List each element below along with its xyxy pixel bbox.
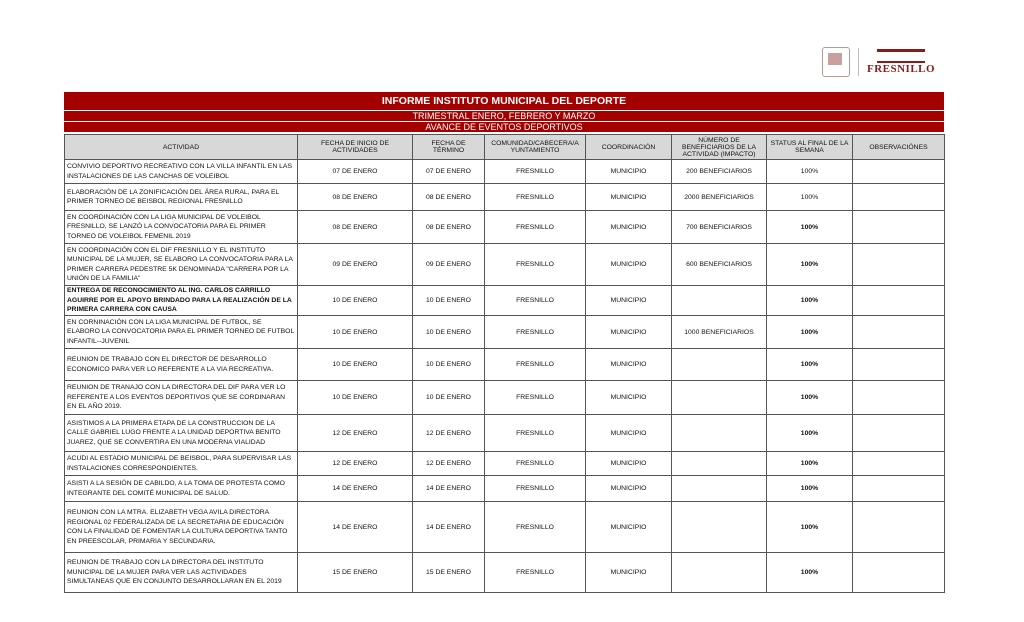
beneficiaries-cell: [672, 349, 767, 381]
activity-cell: ELABORACIÓN DE LA ZONIFICACIÓN DEL ÁREA RURAL, PARA EL PRIMER TORNEO DE BEISBOL REGIONAL FRESNILLO: [65, 184, 298, 211]
activity-cell: ASISTIMOS A LA PRIMERA ETAPA DE LA CONSTRUCCION DE LA CALLE GABRIEL LUGO FRENTE A LA UNIDAD DEPORTIVA BENITO JUAREZ, QUE SE CONVERTIRA EN UNA MODERNA VIALIDAD: [65, 415, 298, 452]
beneficiaries-cell: [672, 553, 767, 593]
community-cell: FRESNILLO: [485, 286, 586, 316]
coordination-cell: MUNICIPIO: [586, 381, 672, 415]
coordination-cell: MUNICIPIO: [586, 452, 672, 476]
beneficiaries-cell: 600 BENEFICIARIOS: [672, 244, 767, 286]
start-date-cell: 10 DE ENERO: [298, 316, 413, 349]
coordination-cell: MUNICIPIO: [586, 211, 672, 244]
start-date-cell: 10 DE ENERO: [298, 286, 413, 316]
table-row: [65, 502, 945, 553]
coordination-cell: MUNICIPIO: [586, 502, 672, 553]
table-header-row: [65, 135, 945, 160]
table-row: [65, 476, 945, 502]
observations-cell: [853, 381, 945, 415]
end-date-cell: 10 DE ENERO: [413, 381, 485, 415]
end-date-cell: 07 DE ENERO: [413, 160, 485, 184]
status-cell: 100%: [767, 502, 853, 553]
beneficiaries-cell: [672, 286, 767, 316]
community-cell: FRESNILLO: [485, 316, 586, 349]
status-cell: 100%: [767, 316, 853, 349]
header-logos: [822, 46, 942, 78]
table-row: [65, 415, 945, 452]
end-date-cell: 14 DE ENERO: [413, 476, 485, 502]
coordination-cell: MUNICIPIO: [586, 184, 672, 211]
start-date-cell: 08 DE ENERO: [298, 211, 413, 244]
community-cell: FRESNILLO: [485, 349, 586, 381]
activity-cell: REUNION CON LA MTRA. ELIZABETH VEGA AVILA DIRECTORA REGIONAL 02 FEDERALIZADA DE LA SECRETARIA DE EDUCACIÓN CON LA FINALIDAD DE FOMENTAR LA CULTURA DEPORTIVA TANTO EN PREESCOLAR, PRIMARIA Y SECUNDARIA.: [65, 502, 298, 553]
table-row: [65, 316, 945, 349]
observations-cell: [853, 211, 945, 244]
table-row: [65, 553, 945, 593]
observations-cell: [853, 286, 945, 316]
community-cell: FRESNILLO: [485, 452, 586, 476]
start-date-cell: 12 DE ENERO: [298, 415, 413, 452]
status-cell: 100%: [767, 244, 853, 286]
observations-cell: [853, 184, 945, 211]
status-cell: 100%: [767, 160, 853, 184]
column-header: COMUNIDAD/CABECERA/A YUNTAMIENTO: [485, 135, 586, 160]
start-date-cell: 12 DE ENERO: [298, 452, 413, 476]
column-header: FECHA DE TÉRMINO: [413, 135, 485, 160]
community-cell: FRESNILLO: [485, 381, 586, 415]
beneficiaries-cell: 2000 BENEFICIARIOS: [672, 184, 767, 211]
column-header: OBSERVACIÓNES: [853, 135, 945, 160]
coordination-cell: MUNICIPIO: [586, 316, 672, 349]
observations-cell: [853, 502, 945, 553]
table-row: [65, 244, 945, 286]
end-date-cell: 15 DE ENERO: [413, 553, 485, 593]
community-cell: FRESNILLO: [485, 476, 586, 502]
observations-cell: [853, 476, 945, 502]
status-cell: 100%: [767, 349, 853, 381]
observations-cell: [853, 316, 945, 349]
building-icon: [877, 49, 925, 63]
beneficiaries-cell: 700 BENEFICIARIOS: [672, 211, 767, 244]
report-title: INFORME INSTITUTO MUNICIPAL DEL DEPORTE: [64, 92, 944, 110]
table-row: [65, 452, 945, 476]
observations-cell: [853, 349, 945, 381]
community-cell: FRESNILLO: [485, 184, 586, 211]
observations-cell: [853, 553, 945, 593]
column-header: FECHA DE INICIO DE ACTIVIDADES: [298, 135, 413, 160]
end-date-cell: 12 DE ENERO: [413, 415, 485, 452]
activity-cell: REUNION DE TRABAJO CON LA DIRECTORA DEL INSTITUTO MUNICIPAL DE LA MUJER PARA VER LAS ACTIVIDADES SIMULTANEAS QUE EN CONJUNTO DESARROLLARAN EN EL 2019: [65, 553, 298, 593]
coordination-cell: MUNICIPIO: [586, 553, 672, 593]
start-date-cell: 08 DE ENERO: [298, 184, 413, 211]
community-cell: FRESNILLO: [485, 553, 586, 593]
community-cell: FRESNILLO: [485, 211, 586, 244]
community-cell: FRESNILLO: [485, 244, 586, 286]
observations-cell: [853, 452, 945, 476]
activity-cell: ENTREGA DE RECONOCIMIENTO AL ING. CARLOS CARRILLO AGUIRRE POR EL APOYO BRINDADO PARA LA REALIZACIÓN DE LA PRIMERA CARRERA CON CAUSA: [65, 286, 298, 316]
status-cell: 100%: [767, 286, 853, 316]
fresnillo-logo-text: FRESNILLO: [867, 63, 936, 75]
start-date-cell: 15 DE ENERO: [298, 553, 413, 593]
table-row: [65, 160, 945, 184]
column-header: NÚMERO DE BENEFICIARIOS DE LA ACTIVIDAD (IMPACTO): [672, 135, 767, 160]
table-row: [65, 381, 945, 415]
end-date-cell: 14 DE ENERO: [413, 502, 485, 553]
start-date-cell: 07 DE ENERO: [298, 160, 413, 184]
municipal-seal-logo: [822, 47, 850, 77]
end-date-cell: 12 DE ENERO: [413, 452, 485, 476]
beneficiaries-cell: [672, 381, 767, 415]
end-date-cell: 10 DE ENERO: [413, 286, 485, 316]
column-header: ACTIVIDAD: [65, 135, 298, 160]
end-date-cell: 10 DE ENERO: [413, 349, 485, 381]
table-row: [65, 349, 945, 381]
status-cell: 100%: [767, 476, 853, 502]
table-row: [65, 286, 945, 316]
table-row: [65, 184, 945, 211]
activity-cell: ASISTI A LA SESIÓN DE CABILDO, A LA TOMA DE PROTESTA COMO INTEGRANTE DEL COMITÉ MUNICIPAL DE SALUD.: [65, 476, 298, 502]
coordination-cell: MUNICIPIO: [586, 160, 672, 184]
coordination-cell: MUNICIPIO: [586, 286, 672, 316]
activity-cell: EN COORDINACIÓN CON EL DIF FRESNILLO Y EL INSTITUTO MUNICIPAL DE LA MUJER, SE ELABORO LA CONVOCATORIA PARA LA PRIMER CARRERA PEDESTRE 5K DENOMINADA "CARRERA POR LA UNIÓN DE LA FAMILIA": [65, 244, 298, 286]
observations-cell: [853, 415, 945, 452]
coordination-cell: MUNICIPIO: [586, 476, 672, 502]
community-cell: FRESNILLO: [485, 502, 586, 553]
start-date-cell: 14 DE ENERO: [298, 476, 413, 502]
end-date-cell: 08 DE ENERO: [413, 211, 485, 244]
community-cell: FRESNILLO: [485, 415, 586, 452]
beneficiaries-cell: [672, 502, 767, 553]
observations-cell: [853, 244, 945, 286]
coordination-cell: MUNICIPIO: [586, 415, 672, 452]
status-cell: 100%: [767, 381, 853, 415]
start-date-cell: 14 DE ENERO: [298, 502, 413, 553]
activity-cell: REUNION DE TRANAJO CON LA DIRECTORA DEL DIF PARA VER LO REFERENTE A LOS EVENTOS DEPORTIVOS QUE SE CORDINARAN EN EL AÑO 2019.: [65, 381, 298, 415]
status-cell: 100%: [767, 211, 853, 244]
start-date-cell: 10 DE ENERO: [298, 349, 413, 381]
beneficiaries-cell: [672, 476, 767, 502]
column-header: STATUS AL FINAL DE LA SEMANA: [767, 135, 853, 160]
status-cell: 100%: [767, 184, 853, 211]
activity-cell: ACUDI AL ESTADIO MUNICIPAL DE BEISBOL, PARA SUPERVISAR LAS INSTALACIONES CORRESPONDIENTES.: [65, 452, 298, 476]
start-date-cell: 10 DE ENERO: [298, 381, 413, 415]
status-cell: 100%: [767, 415, 853, 452]
status-cell: 100%: [767, 553, 853, 593]
end-date-cell: 10 DE ENERO: [413, 316, 485, 349]
beneficiaries-cell: [672, 415, 767, 452]
beneficiaries-cell: [672, 452, 767, 476]
report-subtitle: TRIMESTRAL ENERO, FEBRERO Y MARZO: [64, 111, 944, 121]
coordination-cell: MUNICIPIO: [586, 349, 672, 381]
activities-table: [64, 134, 945, 593]
start-date-cell: 09 DE ENERO: [298, 244, 413, 286]
activity-cell: REUNION DE TRABAJO CON EL DIRECTOR DE DESARROLLO ECONOMICO PARA VER LO REFERENTE A LA VIA RECREATIVA.: [65, 349, 298, 381]
observations-cell: [853, 160, 945, 184]
report-section: AVANCE DE EVENTOS DEPORTIVOS: [64, 122, 944, 132]
logo-divider: [858, 48, 859, 76]
end-date-cell: 09 DE ENERO: [413, 244, 485, 286]
community-cell: FRESNILLO: [485, 160, 586, 184]
table-row: [65, 211, 945, 244]
activity-cell: EN CORNINACIÓN CON LA LIGA MUNICIPAL DE FUTBOL, SE ELABORO LA CONVOCATORIA PARA EL PRIMER TORNEO DE FUTBOL INFANTIL--JUVENIL: [65, 316, 298, 349]
end-date-cell: 08 DE ENERO: [413, 184, 485, 211]
activity-cell: CONVIVIO DEPORTIVO RECREATIVO CON LA VILLA INFANTIL EN LAS INSTALACIONES DE LAS CANCHAS DE VOLEIBOL: [65, 160, 298, 184]
coordination-cell: MUNICIPIO: [586, 244, 672, 286]
activity-cell: EN COORDINACIÓN CON LA LIGA MUNICIPAL DE VOLEIBOL FRESNILLO, SE LANZÓ LA CONVOCATORIA PARA EL PRIMER TORNEO DE VOLEIBOL FEMENIL 2019: [65, 211, 298, 244]
beneficiaries-cell: 200 BENEFICIARIOS: [672, 160, 767, 184]
beneficiaries-cell: 1000 BENEFICIARIOS: [672, 316, 767, 349]
column-header: COORDINACIÓN: [586, 135, 672, 160]
status-cell: 100%: [767, 452, 853, 476]
fresnillo-logo: [867, 49, 935, 75]
